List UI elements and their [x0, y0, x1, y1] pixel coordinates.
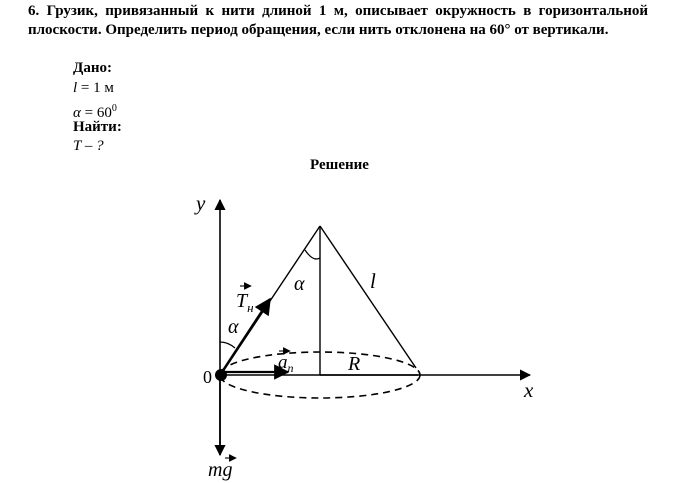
y-axis-label: y: [196, 191, 206, 215]
solution-heading: Решение: [310, 157, 369, 173]
thread-length-label: l: [370, 269, 376, 293]
apex-angle-label: α: [294, 273, 305, 295]
apex-angle-arc: [305, 250, 320, 259]
angle-degree-sup: 0: [111, 103, 117, 114]
length-variable: l: [73, 80, 78, 96]
bob: [215, 369, 227, 381]
problem-statement: 6. Грузик, привязанный к нити длиной 1 м, описывает окружность в горизонтальной плоскости. Определить период обращения, если нить отклонена на 60° от вертикали.: [28, 3, 648, 38]
origin-label: 0: [203, 367, 212, 387]
thread-right: [320, 226, 416, 368]
tension-label: $T_н$: [236, 290, 254, 315]
x-axis-label: x: [524, 378, 534, 402]
acceleration-label: $a_n$: [278, 352, 294, 375]
angle-variable: α: [73, 105, 81, 121]
origin-angle-label: α: [228, 316, 239, 338]
find-value: T – ?: [73, 138, 104, 154]
gravity-label: mg: [208, 459, 233, 481]
find-heading: Найти:: [73, 119, 122, 135]
length-value: = 1 м: [77, 80, 114, 96]
radius-label: R: [348, 353, 361, 375]
angle-value: = 60: [80, 105, 112, 121]
given-heading: Дано:: [73, 60, 112, 76]
origin-angle-arc: [220, 342, 235, 348]
